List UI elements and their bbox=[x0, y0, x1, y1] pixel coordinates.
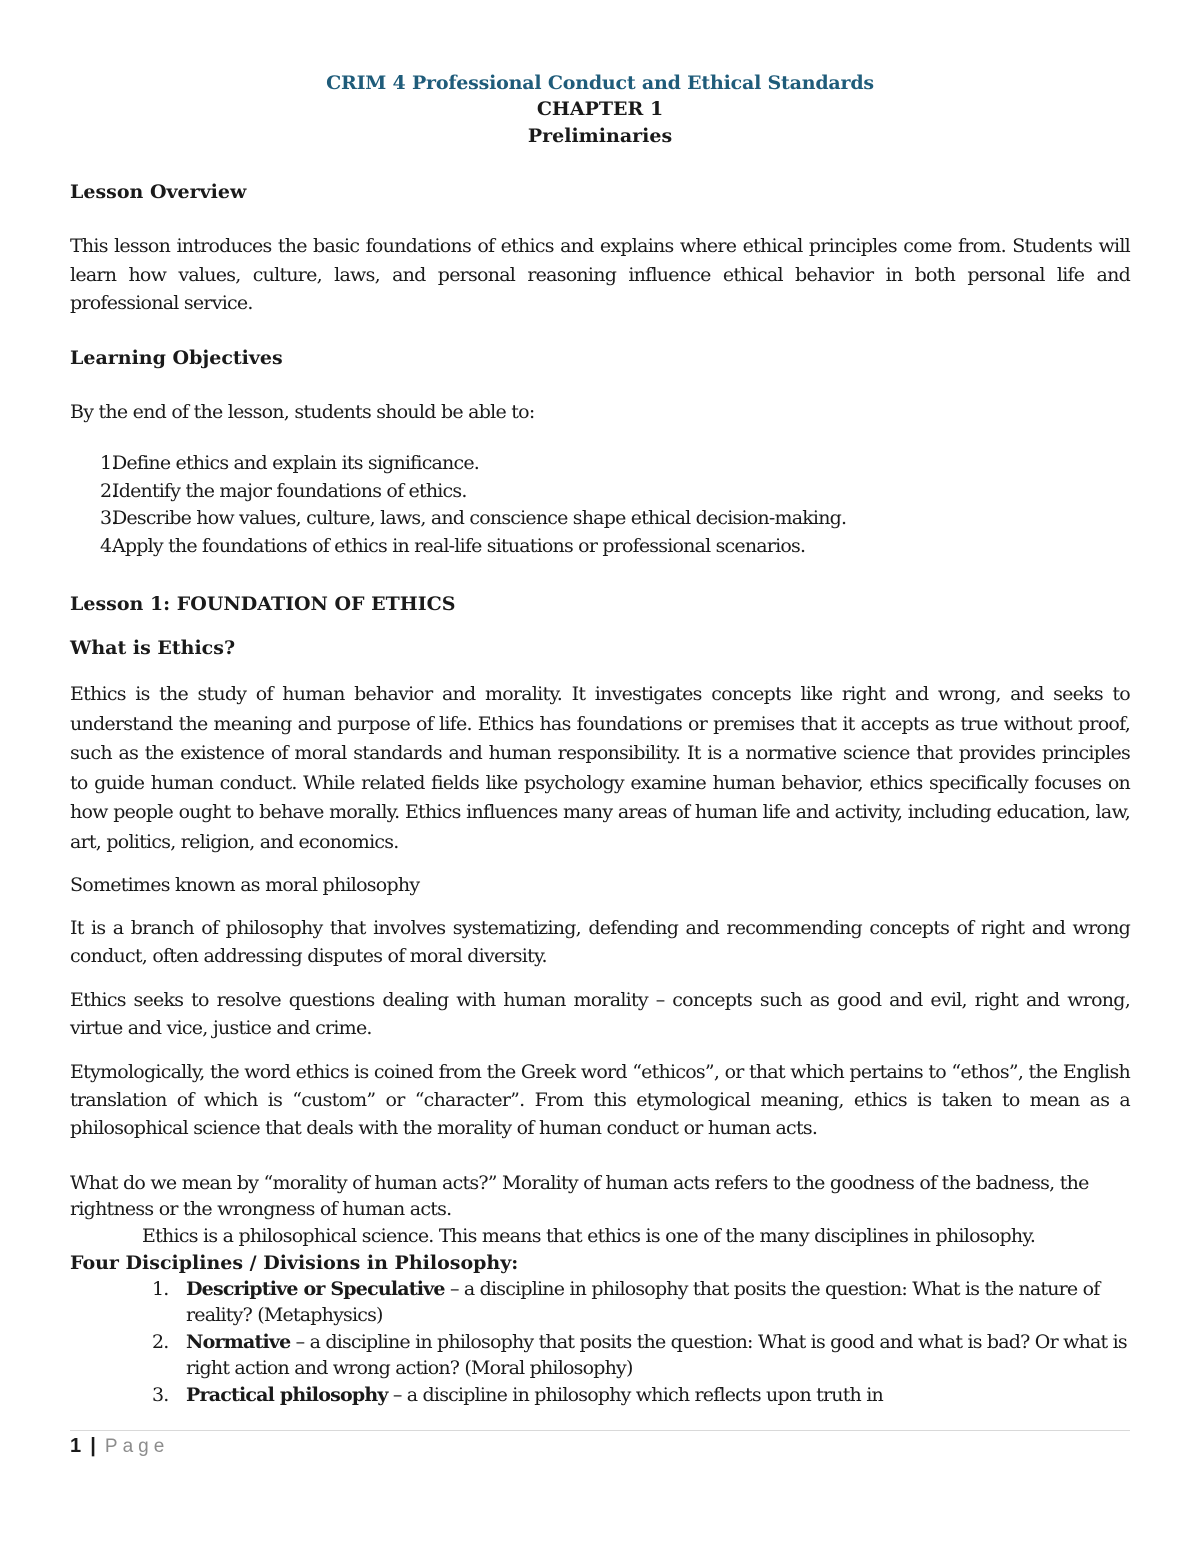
learning-objectives-heading: Learning Objectives bbox=[70, 346, 283, 369]
document-page bbox=[70, 70, 1130, 1408]
disciplines-list bbox=[70, 1276, 1130, 1409]
lesson-overview-text: This lesson introduces the basic foundations of ethics and explains where ethical principles come from. Students will learn how values, culture, laws, and personal reasoning influence ethical behavior in both personal life and professional service. bbox=[70, 235, 1130, 314]
list-text: Define ethics and explain its significance. bbox=[112, 452, 480, 474]
list-item bbox=[70, 505, 1130, 533]
list-number: 3. bbox=[100, 507, 117, 529]
human-morality-paragraph: Ethics seeks to resolve questions dealing with human morality – concepts such as good and evil, right and wrong, virtue and vice, justice and crime. bbox=[70, 988, 1130, 1039]
chapter-subtitle: Preliminaries bbox=[527, 125, 673, 147]
four-disciplines-heading: Four Disciplines / Divisions in Philosophy: bbox=[70, 1251, 519, 1274]
list-item bbox=[70, 1382, 1130, 1409]
list-text bbox=[186, 1329, 1130, 1382]
footer-separator: | bbox=[90, 1435, 96, 1457]
discipline-term: Practical philosophy bbox=[186, 1383, 388, 1406]
list-number: 2. bbox=[100, 479, 117, 502]
etymology-paragraph: Etymologically, the word ethics is coined from the Greek word “ethicos”, or that which pertains to “ethos”, the English translation of which is “custom” or “character”. From this etymological meaning, ethics is taken to mean as a philosophical science that deals with the morality of human conduct or human acts. bbox=[70, 1060, 1130, 1139]
what-is-ethics-heading: What is Ethics? bbox=[70, 637, 236, 659]
list-text bbox=[186, 1276, 1130, 1329]
philosophical-science-paragraph: Ethics is a philosophical science. This means that ethics is one of the many disciplines in philosophy. bbox=[142, 1224, 1036, 1247]
list-text: Describe how values, culture, laws, and conscience shape ethical decision-making. bbox=[112, 507, 847, 529]
list-number: 4. bbox=[100, 534, 117, 557]
discipline-term: Normative bbox=[186, 1330, 291, 1353]
list-item bbox=[70, 450, 1130, 478]
discipline-description: – a discipline in philosophy which reflects upon truth in bbox=[387, 1383, 883, 1406]
list-text bbox=[186, 1382, 1130, 1409]
discipline-term: Descriptive or Speculative bbox=[186, 1277, 445, 1300]
discipline-description: – a discipline in philosophy that posits the question: What is good and what is bad? Or what is right action and wrong action? (Moral philosophy) bbox=[186, 1330, 1127, 1379]
course-title: CRIM 4 Professional Conduct and Ethical Standards bbox=[326, 72, 874, 94]
lesson-1-heading: Lesson 1: FOUNDATION OF ETHICS bbox=[70, 593, 456, 615]
moral-philosophy-paragraph: Sometimes known as moral philosophy bbox=[70, 874, 420, 896]
branch-of-philosophy-paragraph: It is a branch of philosophy that involves systematizing, defending and recommending concepts of right and wrong conduct, often addressing disputes of moral diversity. bbox=[70, 916, 1130, 967]
discipline-description: – a discipline in philosophy that posits the question: What is the nature of reality? (Metaphysics) bbox=[186, 1277, 1100, 1326]
objectives-list bbox=[70, 450, 1130, 560]
ethics-definition-paragraph: Ethics is the study of human behavior and morality. It investigates concepts like right and wrong, and seeks to understand the meaning and purpose of life. Ethics has foundations or premises that it accepts as true without proof, such as the existence of moral standards and human responsibility. It is a normative science that provides principles to guide human conduct. While related fields like psychology examine human behavior, ethics specifically focuses on how people ought to behave morally. Ethics influences many areas of human life and activity, including education, law, art, politics, religion, and economics. bbox=[70, 683, 1130, 853]
list-item bbox=[70, 533, 1130, 561]
chapter-number: CHAPTER 1 bbox=[536, 98, 664, 120]
page-number: 1 bbox=[70, 1435, 82, 1457]
lesson-overview-heading: Lesson Overview bbox=[70, 181, 247, 203]
list-number: 3. bbox=[152, 1383, 169, 1406]
list-number: 1. bbox=[152, 1277, 169, 1300]
list-number: 2. bbox=[152, 1330, 169, 1353]
list-item bbox=[70, 1329, 1130, 1382]
list-item bbox=[70, 478, 1130, 506]
page-label: Page bbox=[104, 1436, 170, 1457]
list-item bbox=[70, 1276, 1130, 1329]
list-text: Apply the foundations of ethics in real-life situations or professional scenarios. bbox=[112, 534, 806, 557]
page-footer bbox=[70, 1430, 1130, 1458]
list-number: 1. bbox=[100, 452, 117, 474]
objectives-intro: By the end of the lesson, students should be able to: bbox=[70, 400, 535, 423]
list-text: Identify the major foundations of ethics. bbox=[112, 479, 467, 502]
morality-of-human-acts-paragraph: What do we mean by “morality of human acts?” Morality of human acts refers to the goodness of the badness, the rightness or the wrongness of human acts. bbox=[70, 1171, 1089, 1220]
